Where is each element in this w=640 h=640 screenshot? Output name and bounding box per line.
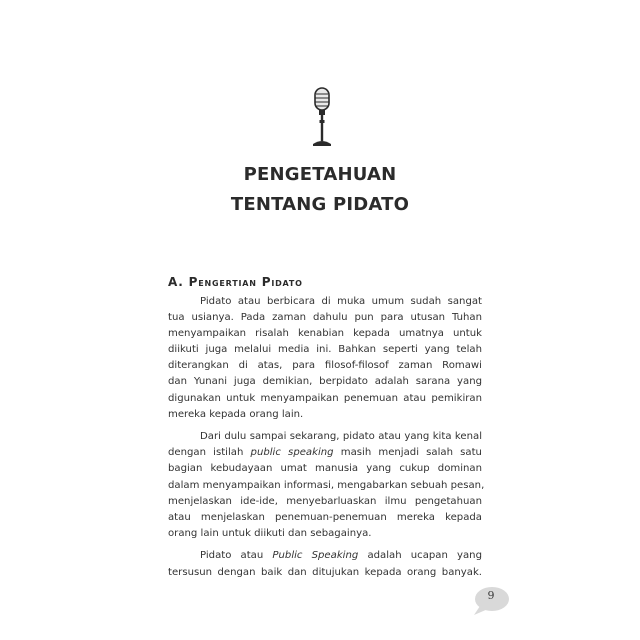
paragraph-line-with-italic	[168, 445, 482, 461]
paragraph-line-with-italic	[168, 548, 482, 564]
italic-term: Public Speaking	[272, 550, 359, 562]
paragraph-line: Pidato atau berbicara di muka umum sudah sangat	[200, 296, 482, 307]
paragraph-line: dalam menyampaikan informasi, mengabarkan sebuah pesan,	[168, 479, 485, 491]
section-heading: A. Pengertian Pidato	[168, 275, 303, 289]
paragraph-2	[168, 429, 485, 542]
microphone-icon	[308, 86, 336, 148]
paragraph-line: tua usianya. Pada zaman dahulu pun para utusan Tuhan	[168, 312, 482, 324]
paragraph-line: menyampaikan risalah kenabian kepada umatnya untuk	[168, 328, 482, 340]
paragraph-line: bagian kebudayaan umat manusia yang cukup dominan	[168, 463, 482, 475]
paragraph-line: Dari dulu sampai sekarang, pidato atau yang kita kenal	[200, 431, 482, 443]
paragraph-line: menjelaskan ide-ide, menyebarluaskan ilmu pengetahuan	[168, 495, 482, 507]
paragraph-3	[168, 548, 482, 580]
page-number: 9	[487, 589, 495, 602]
paragraph-line: orang lain untuk diikuti dan sebagainya.	[168, 527, 372, 539]
line-prefix: dengan istilah	[168, 447, 244, 459]
italic-term: public speaking	[250, 447, 334, 459]
paragraph-line: tersusun dengan baik dan ditujukan kepada orang banyak.	[168, 566, 482, 578]
body-text	[168, 294, 485, 587]
chapter-title-line-1: PENGETAHUAN	[243, 164, 397, 185]
line-suffix: masih menjadi salah satu	[340, 447, 482, 459]
paragraph-line: dan Yunani juga demikian, berpidato adalah sarana yang	[168, 376, 482, 388]
paragraph-line: diikuti juga melalui media ini. Bahkan seperti yang telah	[168, 344, 482, 356]
paragraph-line: diterangkan di atas, para filosof-filosof zaman Romawi	[168, 360, 482, 372]
paragraph-line: digunakan untuk menyampaikan penemuan atau pemikiran	[168, 392, 482, 404]
paragraph-line: mereka kepada orang lain.	[168, 408, 304, 420]
paragraph-line: atau menjelaskan penemuan-penemuan mereka kepada	[168, 511, 482, 523]
paragraph-1	[168, 294, 482, 423]
line-prefix: Pidato atau	[200, 550, 264, 562]
line-suffix: adalah ucapan yang	[367, 550, 482, 562]
chapter-title-line-2: TENTANG PIDATO	[230, 194, 410, 215]
